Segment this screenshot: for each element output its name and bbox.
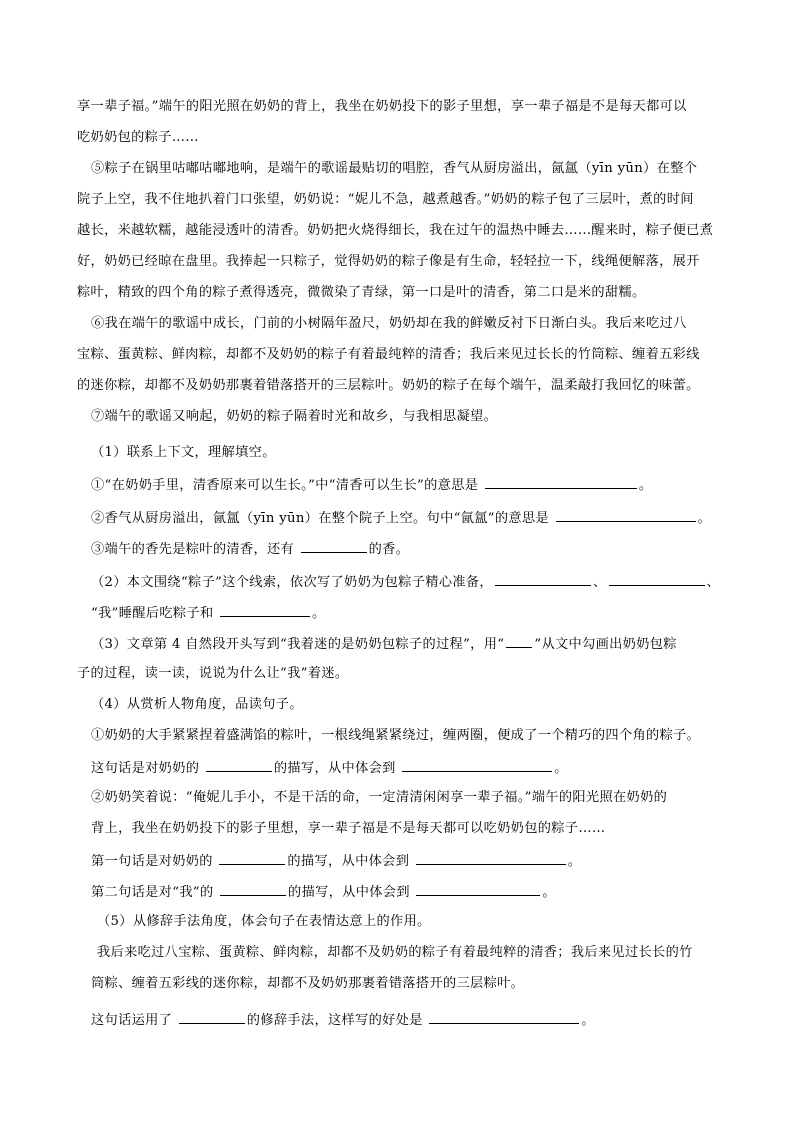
passage-line: 享一辈子福。”端午的阳光照在奶奶的背上，我坐在奶奶投下的影子里想，享一辈子福是不是每天都可以 <box>77 99 687 114</box>
answer-blank[interactable] <box>416 882 540 896</box>
question-4b-answer-1: 第一句话是对奶奶的 的描写，从中体会到 。 <box>91 851 581 871</box>
answer-blank[interactable] <box>416 851 566 865</box>
answer-blank[interactable] <box>220 882 286 896</box>
answer-blank[interactable] <box>206 758 272 772</box>
question-4a: ①奶奶的大手紧紧捏着盛满馅的粽叶，一根线绳紧紧绕过，缠两圈，便成了一个精巧的四个角的粽子。 <box>91 728 701 743</box>
question-4b: ②奶奶笑着说：“俺妮儿手小，不是干活的命，一定清清闲闲享一辈子福。”端午的阳光照在奶奶的 <box>91 790 668 805</box>
answer-blank[interactable] <box>179 1010 245 1024</box>
mark-symbol-blank <box>506 634 532 648</box>
question-5-title: （5）从修辞手法角度，体会句子在表情达意上的作用。 <box>97 914 431 929</box>
question-5-answer: 这句话运用了 的修辞手法，这样写的好处是 。 <box>91 1010 595 1030</box>
paragraph-6-line: 的迷你粽，却都不及奶奶那裹着错落搭开的三层粽叶。奶奶的粽子在每个端午，温柔敲打我回忆的味蕾。 <box>77 378 700 393</box>
question-1a: ①“在奶奶手里，清香原来可以生长。”中“清香可以生长”的意思是 。 <box>91 475 652 495</box>
paragraph-5-line: 粽叶，精致的四个角的粽子煮得透亮，微微染了青绿，第一口是叶的清香，第二口是米的甜糯。 <box>77 285 646 300</box>
passage-line: 吃奶奶包的粽子…… <box>77 130 199 145</box>
answer-blank[interactable] <box>220 603 310 617</box>
paragraph-5-line: 院子上空，我不住地扒着门口张望，奶奶说：“妮儿不急，越煮越香。”奶奶的粽子包了三层叶，煮的时间 <box>77 192 694 207</box>
paragraph-7-line: ⑦端午的歌谣又响起，奶奶的粽子隔着时光和故乡，与我相思凝望。 <box>91 409 498 424</box>
question-4b-cont: 背上，我坐在奶奶投下的影子里想，享一辈子福是不是每天都可以吃奶奶包的粽子…… <box>91 821 606 836</box>
question-4-title: （4）从赏析人物角度，品读句子。 <box>91 697 303 712</box>
answer-blank[interactable] <box>219 851 285 865</box>
question-1c: ③端午的香先是粽叶的清香，还有 的香。 <box>91 539 409 559</box>
question-5-sentence: 我后来吃过八宝粽、蛋黄粽、鲜肉粽，却都不及奶奶的粽子有着最纯粹的清香；我后来见过长长的竹 <box>97 945 693 960</box>
question-1b: ②香气从厨房溢出，氤氲（yīn yūn）在整个院子上空。句中“氤氲”的意思是 。 <box>91 508 711 528</box>
question-4a-answer: 这句话是对奶奶的 的描写，从中体会到 。 <box>91 758 568 778</box>
answer-blank[interactable] <box>402 758 552 772</box>
answer-blank[interactable] <box>301 539 367 553</box>
paragraph-5-line: 越长，米越软糯，越能浸透叶的清香。奶奶把火烧得细长，我在过午的温热中睡去……醒来时，粽子便已煮 <box>77 223 714 238</box>
question-3: （3）文章第 4 自然段开头写到“我着迷的是奶奶包粽子的过程”，用“ ”从文中勾画出奶奶包粽 <box>91 634 677 654</box>
question-3-cont: 子的过程，读一读，说说为什么让“我”着迷。 <box>77 666 349 681</box>
question-2-cont: “我”睡醒后吃粽子和 。 <box>91 603 326 623</box>
question-2: （2）本文围绕“粽子”这个线索，依次写了奶奶为包粽子精心准备， 、 、 <box>91 572 720 592</box>
question-5-sentence-cont: 筒粽、缠着五彩线的迷你粽，却都不及奶奶那裹着错落搭开的三层粽叶。 <box>91 976 525 991</box>
paragraph-6-line: 宝粽、蛋黄粽、鲜肉粽，却都不及奶奶的粽子有着最纯粹的清香；我后来见过长长的竹筒粽、缠着五彩线 <box>77 347 700 362</box>
paragraph-5-line: ⑤粽子在锅里咕嘟咕嘟地响，是端午的歌谣最贴切的唱腔，香气从厨房溢出，氤氲（yīn yūn）在整个 <box>91 161 698 176</box>
answer-blank[interactable] <box>609 572 705 586</box>
answer-blank[interactable] <box>485 475 637 489</box>
answer-blank[interactable] <box>429 1010 579 1024</box>
answer-blank[interactable] <box>556 508 696 522</box>
question-4b-answer-2: 第二句话是对“我”的 的描写，从中体会到 。 <box>91 882 556 902</box>
question-1-title: （1）联系上下文，理解填空。 <box>91 445 276 460</box>
answer-blank[interactable] <box>495 572 591 586</box>
paragraph-5-line: 好，奶奶已经晾在盘里。我捧起一只粽子，觉得奶奶的粽子像是有生命，轻轻拉一下，线绳便解落，展开 <box>77 254 700 269</box>
paragraph-6-line: ⑥我在端午的歌谣中成长，门前的小树隔年盈尺，奶奶却在我的鲜嫩反衬下日渐白头。我后来吃过八 <box>91 316 687 331</box>
